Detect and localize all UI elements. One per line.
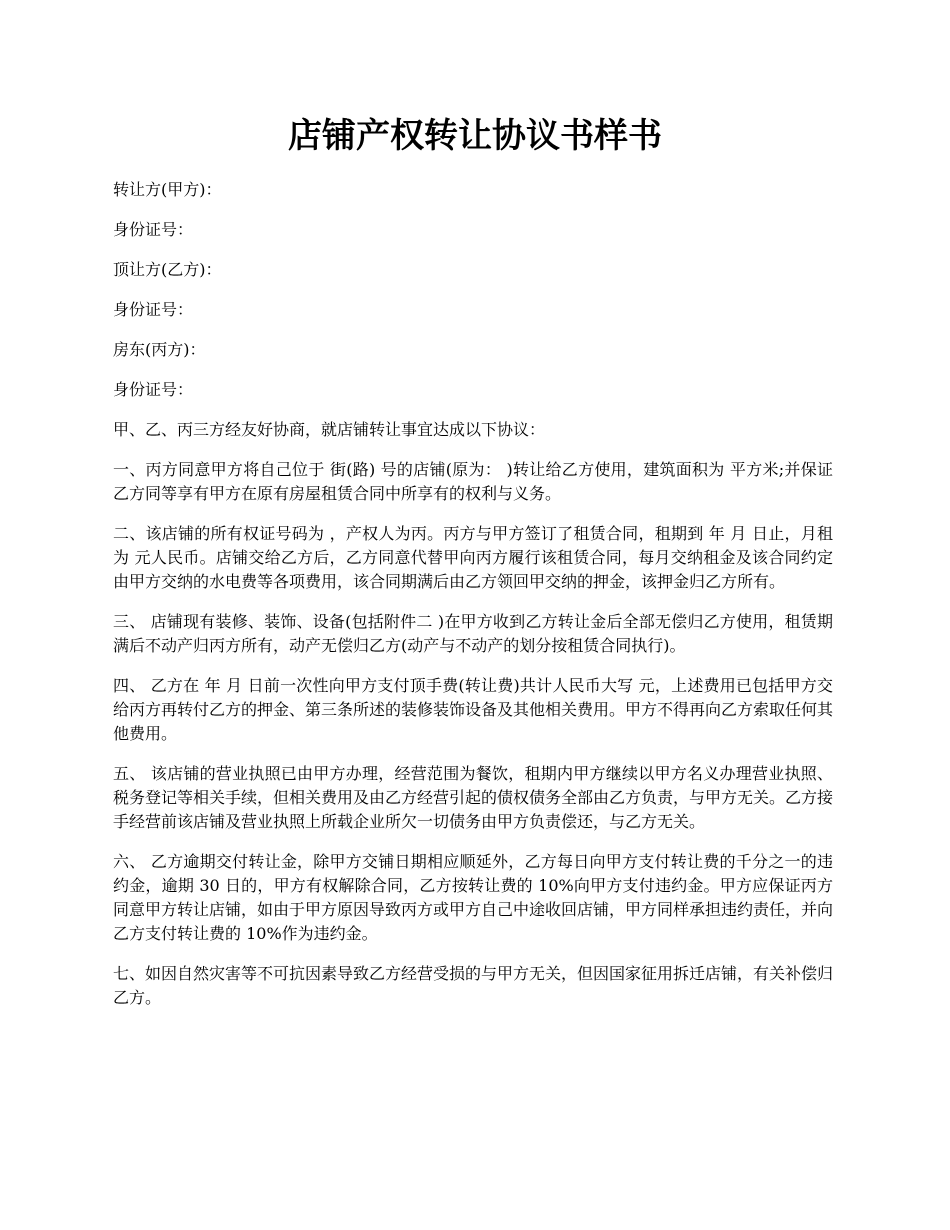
transferee-id-field bbox=[113, 298, 833, 322]
clause-2: 二、该店铺的所有权证号码为 ，产权人为丙。丙方与甲方签订了租赁合同，租期到 年 月 日止，月租为 元人民币。店铺交给乙方后，乙方同意代替甲向丙方履行该租赁合同，每月交纳租金及该合同约定由甲方交纳的水电费等各项费用，该合同期满后由乙方领回甲交纳的押金，该押金归乙方所有。 bbox=[113, 524, 833, 591]
transferor-id-field bbox=[113, 218, 833, 242]
clause-3: 三、 店铺现有装修、装饰、设备(包括附件二 )在甲方收到乙方转让金后全部无偿归乙方使用，租赁期满后不动产归丙方所有，动产无偿归乙方(动产与不动产的划分按租赁合同执行)。 bbox=[113, 612, 833, 655]
clause-5: 五、 该店铺的营业执照已由甲方办理，经营范围为餐饮，租期内甲方继续以甲方名义办理营业执照、税务登记等相关手续，但相关费用及由乙方经营引起的债权债务全部由乙方负责，与甲方无关。乙方接手经营前该店铺及营业执照上所载企业所欠一切债务由甲方负责偿还，与乙方无关。 bbox=[113, 764, 834, 831]
clause-7: 七、如因自然灾害等不可抗因素导致乙方经营受损的与甲方无关，但因国家征用拆迁店铺，有关补偿归乙方。 bbox=[113, 964, 834, 1007]
landlord-id-label: 身份证号： bbox=[113, 380, 194, 399]
transferor-id-label: 身份证号： bbox=[113, 220, 194, 239]
landlord-label: 房东(丙方)： bbox=[113, 340, 206, 359]
transferee-label: 顶让方(乙方)： bbox=[113, 260, 222, 279]
intro-paragraph: 甲、乙、丙三方经友好协商，就店铺转让事宜达成以下协议： bbox=[113, 420, 546, 439]
transferor-field bbox=[113, 178, 833, 202]
transferor-label: 转让方(甲方)： bbox=[113, 180, 222, 199]
landlord-id-field bbox=[113, 378, 833, 402]
transferee-field bbox=[113, 258, 833, 282]
clause-1: 一、丙方同意甲方将自己位于 街(路) 号的店铺(原为： )转让给乙方使用，建筑面积为 平方米;并保证乙方同等享有甲方在原有房屋租赁合同中所享有的权利与义务。 bbox=[113, 460, 833, 503]
landlord-field bbox=[113, 338, 833, 362]
document-title: 店铺产权转让协议书样书 bbox=[288, 116, 662, 156]
clause-4: 四、 乙方在 年 月 日前一次性向甲方支付顶手费(转让费)共计人民币大写 元，上述费用已包括甲方交给丙方再转付乙方的押金、第三条所述的装修装饰设备及其他相关费用。甲方不得再向乙方索取任何其他费用。 bbox=[113, 676, 834, 743]
transferee-id-label: 身份证号： bbox=[113, 300, 194, 319]
document-body bbox=[113, 178, 833, 1026]
clause-6: 六、 乙方逾期交付转让金，除甲方交铺日期相应顺延外，乙方每日向甲方支付转让费的千分之一的违约金，逾期 30 日的，甲方有权解除合同，乙方按转让费的 10%向甲方支付违约金。甲方应保证丙方同意甲方转让店铺，如由于甲方原因导致丙方或甲方自己中途收回店铺，甲方同样承担违约责任，并向乙方支付转让费的 10%作为违约金。 bbox=[113, 852, 834, 943]
